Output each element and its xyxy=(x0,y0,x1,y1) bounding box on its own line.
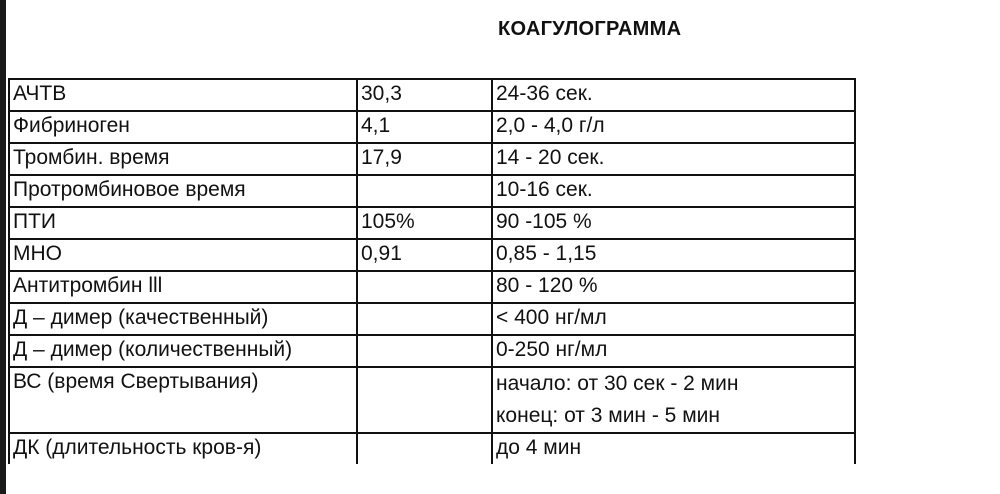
left-edge-border xyxy=(0,0,6,494)
table-row xyxy=(9,175,855,207)
table-row xyxy=(9,111,855,143)
result-value-cell xyxy=(357,175,492,207)
reference-range-cell: 90 -105 % xyxy=(492,207,855,239)
reference-range-cell: 2,0 - 4,0 г/л xyxy=(492,111,855,143)
document-title: КОАГУЛОГРАММА xyxy=(498,18,682,40)
result-value-cell xyxy=(357,335,492,367)
table-row xyxy=(9,239,855,271)
test-name-cell: АЧТВ xyxy=(9,79,357,111)
table-row xyxy=(9,433,855,464)
test-name-cell: Д – димер (качественный) xyxy=(9,303,357,335)
test-name-cell: ПТИ xyxy=(9,207,357,239)
table-row xyxy=(9,271,855,303)
test-name-cell: ВС (время Свертывания) xyxy=(9,367,357,433)
coagulogram-table xyxy=(8,78,856,464)
reference-range-start-line: начало: от 30 сек - 2 мин xyxy=(496,372,739,395)
test-name-cell: Д – димер (количественный) xyxy=(9,335,357,367)
test-name-cell: Антитромбин lll xyxy=(9,271,357,303)
result-value-cell xyxy=(357,433,492,464)
test-name-cell: Тромбин. время xyxy=(9,143,357,175)
reference-range-cell: 10-16 сек. xyxy=(492,175,855,207)
reference-range-cell: 80 - 120 % xyxy=(492,271,855,303)
result-value-cell: 4,1 xyxy=(357,111,492,143)
table-row xyxy=(9,335,855,367)
reference-range-end-line: конец: от 3 мин - 5 мин xyxy=(496,404,720,427)
result-value-cell xyxy=(357,303,492,335)
result-value-cell: 30,3 xyxy=(357,79,492,111)
result-value-cell: 105% xyxy=(357,207,492,239)
result-value-cell xyxy=(357,367,492,433)
reference-range-cell: < 400 нг/мл xyxy=(492,303,855,335)
result-value-cell xyxy=(357,271,492,303)
table-row xyxy=(9,207,855,239)
test-name-cell: Фибриноген xyxy=(9,111,357,143)
table-row xyxy=(9,367,855,433)
reference-range-cell: 14 - 20 сек. xyxy=(492,143,855,175)
test-name-cell: Протромбиновое время xyxy=(9,175,357,207)
reference-range-cell xyxy=(492,367,855,433)
table-row xyxy=(9,79,855,111)
result-value-cell: 0,91 xyxy=(357,239,492,271)
result-value-cell: 17,9 xyxy=(357,143,492,175)
table-row xyxy=(9,303,855,335)
reference-range-cell: до 4 мин xyxy=(492,433,855,464)
test-name-cell: ДК (длительность кров-я) xyxy=(9,433,357,464)
reference-range-cell: 0,85 - 1,15 xyxy=(492,239,855,271)
reference-range-cell: 24-36 сек. xyxy=(492,79,855,111)
table-row xyxy=(9,143,855,175)
test-name-cell: МНО xyxy=(9,239,357,271)
reference-range-cell: 0-250 нг/мл xyxy=(492,335,855,367)
